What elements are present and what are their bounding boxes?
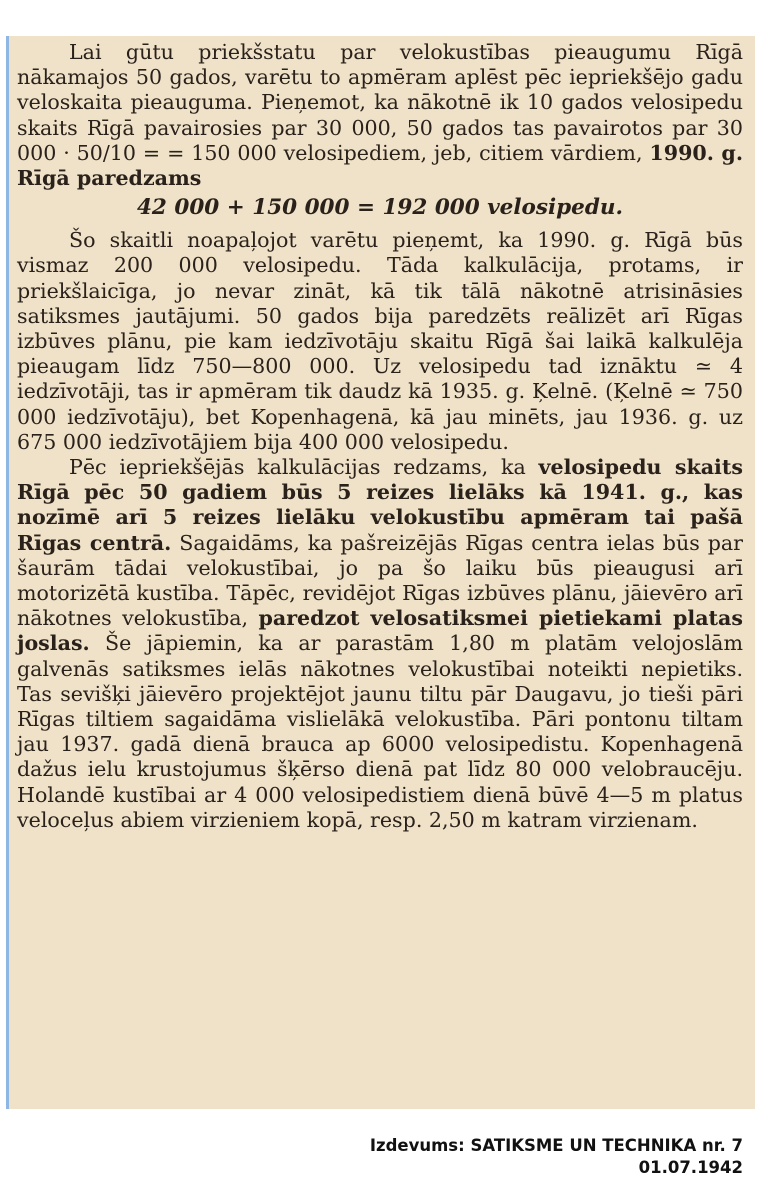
- paragraph-1-text: Lai gūtu priekšstatu par velokustības pieaugumu Rīgā nākamajos 50 gados, varētu to apmēram aplēst pēc iepriekšējo gadu veloskaita pieauguma. Pieņemot, ka nākotnē ik 10 gados velosipedu skaits Rīgā pavairosies par 30 000, 50 gados tas pavairotos par 30 000 · 50/10 = = 150 000 velosipediem, jeb, citiem vārdiem,: [17, 40, 743, 165]
- paragraph-3-text-2: Sagaidāms, ka pašreizējās Rīgas centra ielas būs par šaurām tādai velokustībai, jo pa šo laiku būs pieaugusi arī motorizētā kustība. Tāpēc, revidējot Rīgas izbūves plānu, jāievēro arī nākotnes velokustība,: [17, 530, 744, 631]
- paragraph-3: [17, 455, 743, 833]
- source-publication: Izdevums: SATIKSME UN TECHNIKA nr. 7: [369, 1136, 743, 1155]
- paragraph-3-bold-1: velosipedu skaits Rīgā pēc 50 gadiem būs 5 reizes lielāks kā 1941. g., kas nozīmē arī 5 reizes lielāku velokustību apmēram tai pašā Rīgas centrā.: [17, 455, 743, 555]
- newspaper-clipping: [6, 36, 755, 1109]
- source-caption: [370, 1135, 743, 1179]
- paragraph-3-text-3: Še jāpiemin, ka ar parastām 1,80 m platām velojoslām galvenās satiksmes ielās nākotnes velokustībai noteikti nepietiks. Tas sevišķi jāievēro projektējot jaunu tiltu pār Daugavu, jo tieši pāri Rīgas tiltiem sagaidāma vislielākā velokustība. Pāri pontonu tiltam jau 1937. gadā dienā brauca ap 6000 velosipedistu. Kopenhagenā dažus ielu krustojumus šķērso dienā pat līdz 80 000 velobraucēju. Holandē kustībai ar 4 000 velosipedistiem dienā būvē 4—5 m platus veloceļus abiem virzieniem kopā, resp. 2,50 m katram virzienam.: [17, 631, 743, 832]
- paragraph-2-text: Šo skaitli noapaļojot varētu pieņemt, ka 1990. g. Rīgā būs vismaz 200 000 velosipedu. Tāda kalkulācija, protams, ir priekšlaicīga, jo nevar zināt, kā tik tālā nākotnē atrisināsies satiksmes jautājumi. 50 gados bija paredzēts reālizēt arī Rīgas izbūves plānu, pie kam iedzīvotāju skaitu Rīgā šai laikā kalkulēja pieaugam līdz 750—800 000. Uz velosipedu tad iznāktu ≃ 4 iedzīvotāji, tas ir apmēram tik daudz kā 1935. g. Ķelnē. (Ķelnē ≃ 750 000 iedzīvotāju), bet Kopenhagenā, kā jau minēts, jau 1936. g. uz 675 000 iedzīvotājiem bija 400 000 velosipedu.: [17, 228, 743, 454]
- paragraph-2: [17, 228, 743, 455]
- source-date: 01.07.1942: [638, 1158, 743, 1177]
- paragraph-3-text-1: Pēc iepriekšējās kalkulācijas redzams, ka: [69, 455, 539, 480]
- paragraph-1: [17, 40, 743, 191]
- formula: 42 000 + 150 000 = 192 000 velosipedu.: [136, 195, 624, 221]
- paragraph-1-bold: 1990. g. Rīgā paredzams: [17, 140, 743, 191]
- paragraph-3-bold-2: paredzot velosatiksmei pietiekami platas joslas.: [17, 606, 743, 656]
